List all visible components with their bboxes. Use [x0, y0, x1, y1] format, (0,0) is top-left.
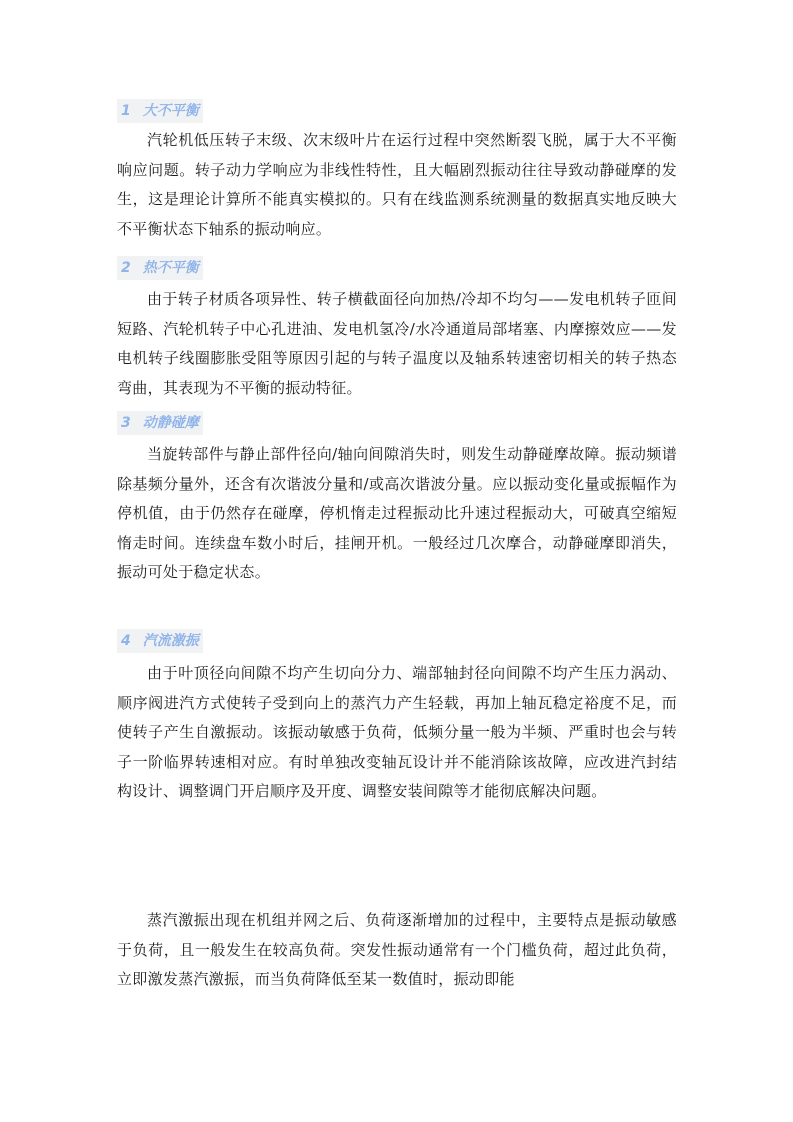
section-paragraph-3: 当旋转部件与静止部件径向/轴向间隙消失时，则发生动静碰摩故障。振动频谱除基频分量外，还含有次谐波分量和/或高次谐波分量。应以振动变化量或振幅作为停机值，由于仍然存在碰摩，停机惰走过程振动比升速过程振动大，可破真空缩短惰走时间。连续盘车数小时后，挂闸开机。一般经过几次摩合，动静碰摩即消失，振动可处于稳定状态。: [117, 445, 677, 581]
section-number: 3: [121, 415, 131, 431]
section-heading-1: [117, 99, 203, 123]
section-paragraph-1: 汽轮机低压转子末级、次末级叶片在运行过程中突然断裂飞脱，属于大不平衡响应问题。转子动力学响应为非线性特性，且大幅剧烈振动往往导致动静碰摩的发生，这是理论计算所不能真实模拟的。只有在线监测系统测量的数据真实地反映大不平衡状态下轴系的振动响应。: [117, 131, 677, 238]
section-title: 大不平衡: [142, 103, 199, 119]
section-number: 2: [121, 260, 131, 276]
section-number: 1: [121, 103, 131, 119]
section-title: 动静碰摩: [142, 415, 199, 431]
section-title: 汽流激振: [142, 633, 199, 649]
section-heading-3: [117, 411, 203, 435]
section-paragraph-2: 由于转子材质各项异性、转子横截面径向加热/冷却不均匀——发电机转子匝间短路、汽轮机转子中心孔进油、发电机氢冷/水冷通道局部堵塞、内摩擦效应——发电机转子线圈膨胀受阻等原因引起的与转子温度以及轴系转速密切相关的转子热态弯曲，其表现为不平衡的振动特征。: [117, 290, 677, 397]
section-heading-4: [117, 629, 203, 653]
section-paragraph-4: 由于叶顶径向间隙不均产生切向分力、端部轴封径向间隙不均产生压力涡动、顺序阀进汽方式使转子受到向上的蒸汽力产生轻载，再加上轴瓦稳定裕度不足，而使转子产生自激振动。该振动敏感于负荷，低频分量一般为半频、严重时也会与转子一阶临界转速相对应。有时单独改变轴瓦设计并不能消除该故障，应改进汽封结构设计、调整调门开启顺序及开度、调整安装间隙等才能彻底解决问题。: [117, 664, 677, 800]
closing-paragraph: 蒸汽激振出现在机组并网之后、负荷逐渐增加的过程中，主要特点是振动敏感于负荷，且一般发生在较高负荷。突发性振动通常有一个门槛负荷，超过此负荷，立即激发蒸汽激振，而当负荷降低至某一数值时，振动即能: [117, 911, 677, 988]
section-number: 4: [121, 633, 131, 649]
section-heading-2: [117, 256, 203, 280]
section-title: 热不平衡: [142, 260, 199, 276]
